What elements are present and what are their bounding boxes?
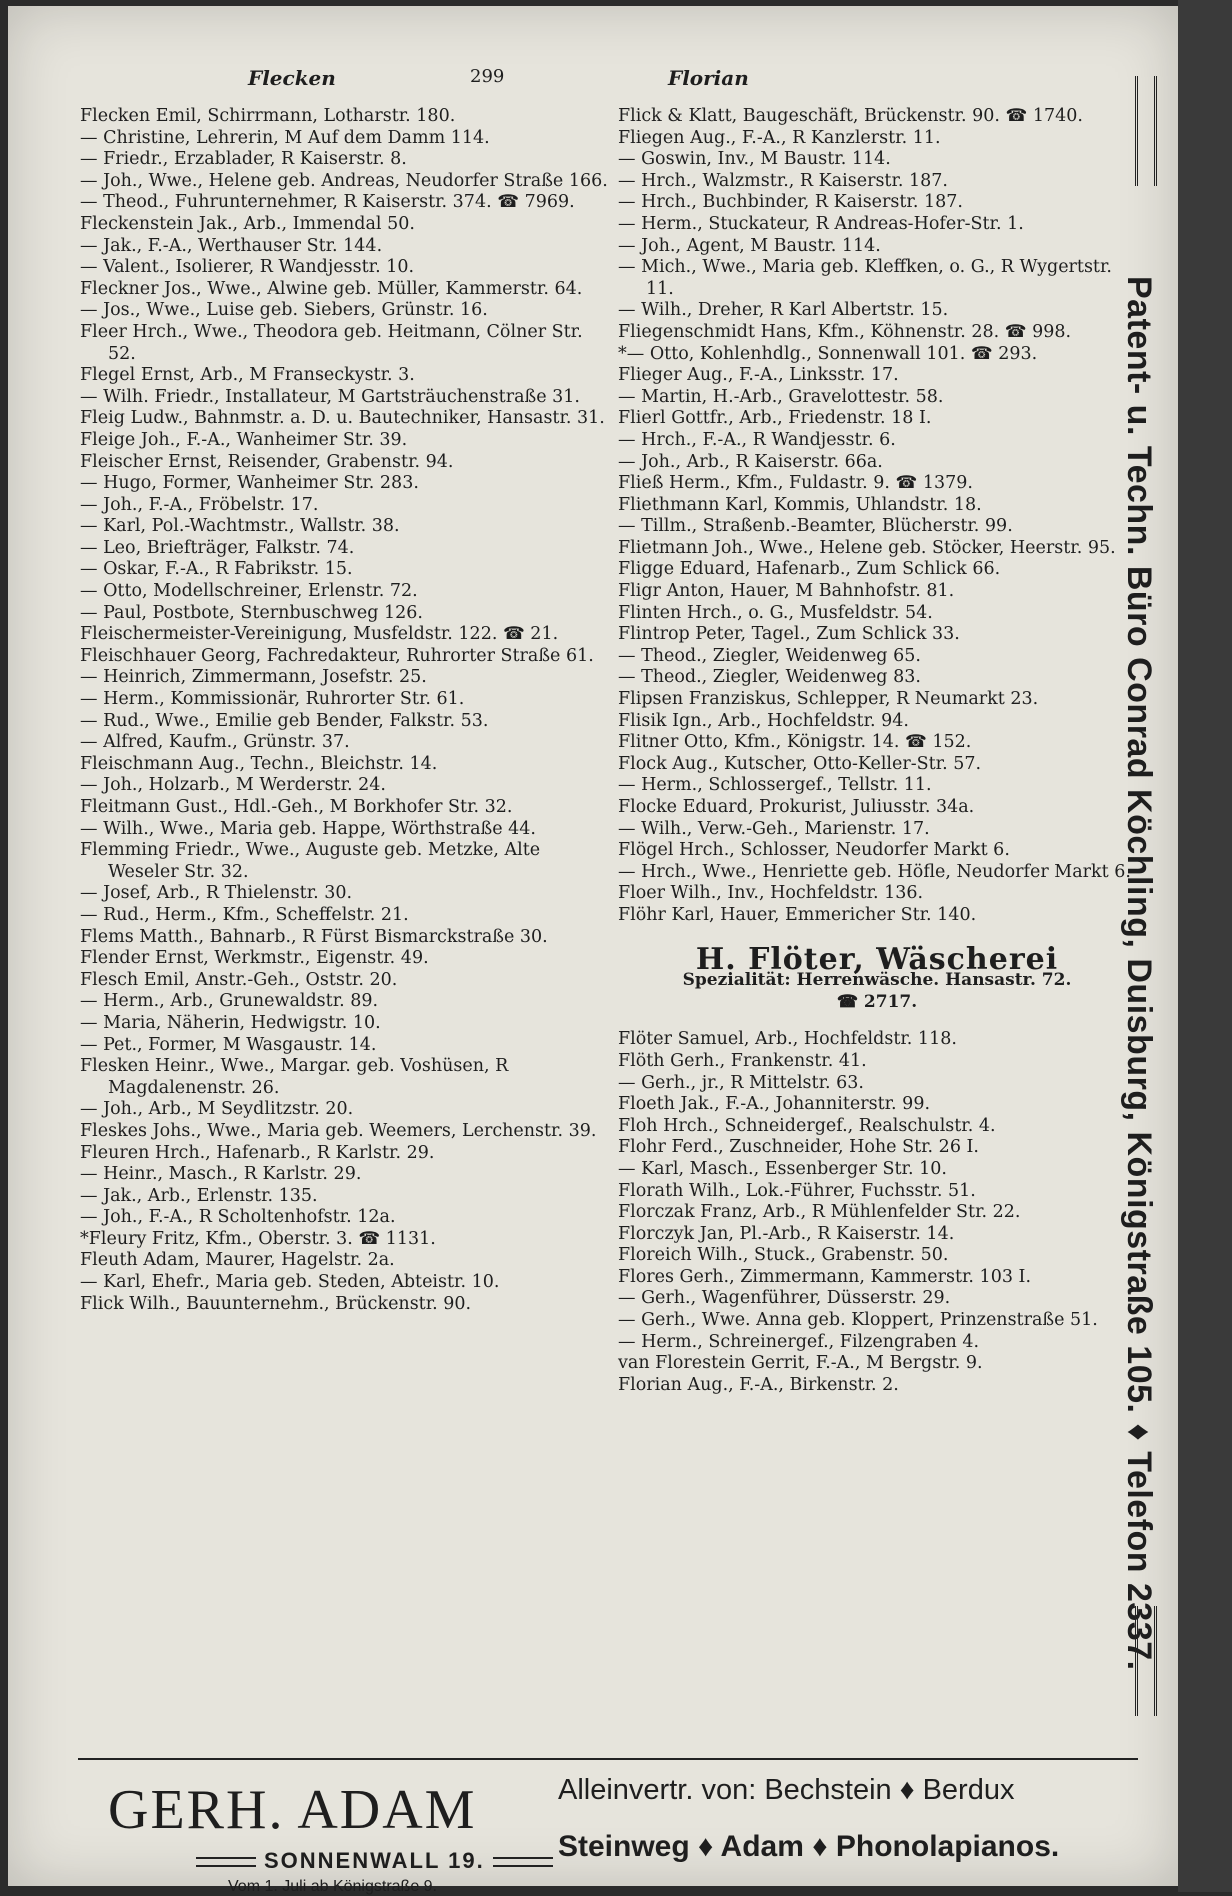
directory-entry: Flöth Gerh., Frankenstr. 41. [618, 1050, 867, 1071]
floeter-ad-name: H. Flöter, Wäscherei [695, 941, 1059, 977]
directory-entry: Fleckenstein Jak., Arb., Immendal 50. [80, 213, 415, 234]
directory-entry: Florczak Franz, Arb., R Mühlenfelder Str. 22. [618, 1202, 1021, 1223]
directory-entry: Fligge Eduard, Hafenarb., Zum Schlick 66. [618, 559, 1001, 580]
directory-entry: Fleig Ludw., Bahnmstr. a. D. u. Bautechniker, Hansastr. 31. [80, 408, 605, 429]
directory-entry: Flecken Emil, Schirrmann, Lotharstr. 180. [80, 106, 456, 126]
directory-entry: Flietmann Joh., Wwe., Helene geb. Stöcker, Heerstr. 95. [618, 537, 1116, 558]
directory-entry: Fleckner Jos., Wwe., Alwine geb. Müller, Kammerstr. 64. [80, 278, 583, 299]
directory-page [8, 6, 1178, 1895]
side-rule-top [1135, 76, 1157, 186]
directory-entry: Fliegen Aug., F.-A., R Kanzlerstr. 11. [618, 127, 941, 148]
directory-entry: — Josef, Arb., R Thielenstr. 30. [80, 883, 353, 904]
directory-entry: — Rud., Herm., Kfm., Scheffelstr. 21. [80, 904, 409, 925]
directory-entry: — Heinrich, Zimmermann, Josefstr. 25. [80, 667, 427, 688]
directory-entry: *Fleury Fritz, Kfm., Oberstr. 3. ☎ 1131. [80, 1228, 436, 1249]
directory-entry: Flesken Heinr., Wwe., Margar. geb. Voshüsen, R Magdalenenstr. 26. [80, 1056, 509, 1098]
directory-entry: — Joh., Agent, M Baustr. 114. [618, 235, 881, 256]
directory-entry: — Maria, Näherin, Hedwigstr. 10. [80, 1012, 381, 1033]
directory-entry: — Alfred, Kaufm., Grünstr. 37. [80, 732, 350, 753]
directory-entry: — Herm., Kommissionär, Ruhrorter Str. 61. [80, 689, 465, 710]
left-entries [80, 106, 610, 1315]
directory-entry: — Joh., F.-A., R Scholtenhofstr. 12a. [80, 1207, 396, 1228]
directory-entry: — Pet., Former, M Wasgaustr. 14. [80, 1034, 377, 1055]
directory-entry: Flierl Gottfr., Arb., Friedenstr. 18 I. [618, 408, 932, 429]
directory-entry: Fleuth Adam, Maurer, Hagelstr. 2a. [80, 1250, 395, 1271]
directory-entry: — Herm., Schreinergef., Filzengraben 4. [618, 1331, 980, 1352]
directory-entry: — Joh., Holzarb., M Werderstr. 24. [80, 775, 386, 796]
footer-ad [78, 1758, 1138, 1895]
directory-entry: Floeth Jak., F.-A., Johanniterstr. 99. [618, 1094, 931, 1115]
directory-entry: Fliethmann Karl, Kommis, Uhlandstr. 18. [618, 494, 982, 515]
directory-entry: Fleischmann Aug., Techn., Bleichstr. 14. [80, 753, 438, 774]
directory-entry: — Jak., Arb., Erlenstr. 135. [80, 1185, 318, 1206]
directory-entry: — Oskar, F.-A., R Fabrikstr. 15. [80, 559, 353, 580]
directory-entry: — Friedr., Erzablader, R Kaiserstr. 8. [80, 149, 407, 170]
directory-entry: — Karl, Masch., Essenberger Str. 10. [618, 1158, 947, 1179]
right-column [618, 106, 1136, 1396]
footer-rule [78, 1758, 1138, 1760]
directory-entry: Florath Wilh., Lok.-Führer, Fuchsstr. 51. [618, 1180, 976, 1201]
directory-entry: Flores Gerh., Zimmermann, Kammerstr. 103 I. [618, 1266, 1032, 1287]
directory-entry: *— Otto, Kohlenhdlg., Sonnenwall 101. ☎ 293. [618, 343, 1038, 364]
directory-entry: — Hrch., F.-A., R Wandjesstr. 6. [618, 429, 896, 450]
footer-dline-left [196, 1857, 256, 1867]
directory-entry: Flieger Aug., F.-A., Linksstr. 17. [618, 365, 899, 386]
directory-entry: Fleischermeister-Vereinigung, Musfeldstr. 122. ☎ 21. [80, 624, 559, 645]
left-column [80, 106, 610, 1315]
directory-entry: — Jos., Wwe., Luise geb. Siebers, Grünstr. 16. [80, 300, 488, 321]
side-banner-text: Patent- u. Techn. Büro Conrad Köchling, Duisburg, Königstraße 105. ♦ Telefon 2337. [1120, 276, 1158, 1671]
right-entries-bottom [618, 1029, 1136, 1396]
directory-entry: — Otto, Modellschreiner, Erlenstr. 72. [80, 581, 418, 602]
footer-line1: Alleinvertr. von: Bechstein ♦ Berdux [558, 1774, 1015, 1806]
floeter-ad [618, 941, 1136, 1014]
directory-entry: — Jak., F.-A., Werthauser Str. 144. [80, 235, 383, 256]
directory-entry: Florian Aug., F.-A., Birkenstr. 2. [618, 1374, 899, 1395]
floeter-ad-phone: ☎ 2717. [836, 991, 918, 1012]
directory-entry: Fligr Anton, Hauer, M Bahnhofstr. 81. [618, 581, 955, 602]
directory-entry: Fleischer Ernst, Reisender, Grabenstr. 94. [80, 451, 454, 472]
footer-note: Vom 1. Juli ab Königstraße 9. [228, 1878, 437, 1895]
directory-entry: — Herm., Stuckateur, R Andreas-Hofer-Str. 1. [618, 213, 1024, 234]
directory-entry: Flick & Klatt, Baugeschäft, Brückenstr. 90. ☎ 1740. [618, 106, 1083, 126]
directory-entry: — Christine, Lehrerin, M Auf dem Damm 114. [80, 127, 490, 148]
directory-entry: — Wilh., Wwe., Maria geb. Happe, Wörthstraße 44. [80, 818, 536, 839]
page-number: 299 [470, 66, 505, 87]
footer-dline-right [493, 1857, 553, 1867]
footer-address: SONNENWALL 19. [264, 1848, 485, 1873]
directory-entry: — Hugo, Former, Wanheimer Str. 283. [80, 473, 419, 494]
directory-entry: — Goswin, Inv., M Baustr. 114. [618, 149, 891, 170]
directory-entry: — Herm., Schlossergef., Tellstr. 11. [618, 775, 932, 796]
directory-entry: Florczyk Jan, Pl.-Arb., R Kaiserstr. 14. [618, 1223, 955, 1244]
directory-entry: — Mich., Wwe., Maria geb. Kleffken, o. G., R Wygertstr. 11. [618, 257, 1112, 299]
directory-entry: — Valent., Isolierer, R Wandjesstr. 10. [80, 257, 415, 278]
directory-entry: Flocke Eduard, Prokurist, Juliusstr. 34a. [618, 797, 975, 817]
directory-entry: Fließ Herm., Kfm., Fuldastr. 9. ☎ 1379. [618, 473, 973, 494]
directory-entry: van Florestein Gerrit, F.-A., M Bergstr. 9. [618, 1353, 983, 1374]
directory-entry: — Joh., Arb., M Seydlitzstr. 20. [80, 1099, 354, 1120]
directory-entry: Flohr Ferd., Zuschneider, Hohe Str. 26 I. [618, 1137, 979, 1158]
directory-entry: Floh Hrch., Schneidergef., Realschulstr. 4. [618, 1115, 996, 1136]
directory-entry: Fleige Joh., F.-A., Wanheimer Str. 39. [80, 429, 408, 450]
side-banner-text-wrap [1113, 276, 1173, 1676]
side-banner [1113, 76, 1173, 1716]
directory-entry: — Theod., Fuhrunternehmer, R Kaiserstr. 374. ☎ 7969. [80, 192, 575, 213]
scan-edge [1178, 0, 1232, 1892]
directory-entry: — Karl, Ehefr., Maria geb. Steden, Abteistr. 10. [80, 1272, 500, 1293]
directory-entry: — Joh., F.-A., Fröbelstr. 17. [80, 494, 319, 515]
side-rule-bottom [1135, 1606, 1157, 1716]
directory-entry: Flitner Otto, Kfm., Königstr. 14. ☎ 152. [618, 732, 972, 753]
directory-entry: — Joh., Wwe., Helene geb. Andreas, Neudorfer Straße 166. [80, 170, 608, 191]
directory-entry: — Tillm., Straßenb.-Beamter, Blücherstr. 99. [618, 516, 1013, 537]
directory-entry: Flick Wilh., Bauunternehm., Brückenstr. 90. [80, 1293, 472, 1314]
directory-entry: — Wilh., Dreher, R Karl Albertstr. 15. [618, 300, 949, 321]
directory-entry: Floer Wilh., Inv., Hochfeldstr. 136. [618, 883, 924, 904]
directory-entry: Flöhr Karl, Hauer, Emmericher Str. 140. [618, 904, 977, 925]
directory-entry: — Karl, Pol.-Wachtmstr., Wallstr. 38. [80, 516, 400, 537]
directory-entry: — Herm., Arb., Grunewaldstr. 89. [80, 991, 379, 1012]
directory-entry: Fleuren Hrch., Hafenarb., R Karlstr. 29. [80, 1142, 435, 1163]
directory-entry: — Theod., Ziegler, Weidenweg 65. [618, 645, 921, 666]
directory-entry: — Theod., Ziegler, Weidenweg 83. [618, 667, 921, 688]
directory-entry: Flems Matth., Bahnarb., R Fürst Bismarckstraße 30. [80, 926, 548, 947]
directory-entry: Flegel Ernst, Arb., M Franseckystr. 3. [80, 365, 415, 386]
directory-entry: Fleer Hrch., Wwe., Theodora geb. Heitmann, Cölner Str. 52. [80, 321, 583, 364]
directory-entry: Flesch Emil, Anstr.-Geh., Oststr. 20. [80, 969, 398, 990]
directory-entry: — Heinr., Masch., R Karlstr. 29. [80, 1164, 362, 1185]
directory-entry: — Hrch., Walzmstr., R Kaiserstr. 187. [618, 170, 948, 191]
directory-entry: Fleskes Johs., Wwe., Maria geb. Weemers, Lerchenstr. 39. [80, 1120, 597, 1141]
directory-entry: — Leo, Briefträger, Falkstr. 74. [80, 537, 355, 558]
header-left: Flecken [248, 66, 336, 90]
directory-entry: — Gerh., jr., R Mittelstr. 63. [618, 1072, 864, 1093]
directory-entry: Fleischhauer Georg, Fachredakteur, Ruhrorter Straße 61. [80, 645, 594, 666]
header-right: Florian [668, 66, 749, 90]
directory-entry: — Gerh., Wwe. Anna geb. Kloppert, Prinzenstraße 51. [618, 1310, 1098, 1331]
directory-entry: — Hrch., Buchbinder, R Kaiserstr. 187. [618, 192, 963, 213]
floeter-ad-line: Spezialität: Herrenwäsche. Hansastr. 72. [682, 970, 1072, 991]
directory-entry: Floreich Wilh., Stuck., Grabenstr. 50. [618, 1245, 949, 1266]
footer-brand: GERH. ADAM [108, 1779, 477, 1841]
directory-entry: Fleitmann Gust., Hdl.-Geh., M Borkhofer Str. 32. [80, 797, 513, 817]
directory-entry: Flipsen Franziskus, Schlepper, R Neumarkt 23. [618, 689, 1039, 710]
directory-entry: — Rud., Wwe., Emilie geb Bender, Falkstr. 53. [80, 710, 489, 731]
directory-entry: — Paul, Postbote, Sternbuschweg 126. [80, 602, 423, 623]
footer-line2: Steinweg ♦ Adam ♦ Phonolapianos. [558, 1830, 1060, 1863]
directory-entry: — Wilh., Verw.-Geh., Marienstr. 17. [618, 818, 930, 839]
directory-entry: — Wilh. Friedr., Installateur, M Gartsträuchenstraße 31. [80, 386, 580, 407]
directory-entry: Flögel Hrch., Schlosser, Neudorfer Markt 6. [618, 840, 1010, 861]
directory-entry: Flock Aug., Kutscher, Otto-Keller-Str. 57. [618, 753, 982, 774]
right-entries-top [618, 106, 1136, 927]
directory-entry: Flender Ernst, Werkmstr., Eigenstr. 49. [80, 948, 429, 969]
footer-address-row [188, 1848, 561, 1874]
directory-entry: Flinten Hrch., o. G., Musfeldstr. 54. [618, 602, 933, 623]
directory-entry: Flöter Samuel, Arb., Hochfeldstr. 118. [618, 1029, 957, 1050]
directory-entry: Fliegenschmidt Hans, Kfm., Köhnenstr. 28. ☎ 998. [618, 321, 1072, 342]
directory-entry: Flemming Friedr., Wwe., Auguste geb. Metzke, Alte Weseler Str. 32. [80, 840, 541, 882]
directory-entry: — Joh., Arb., R Kaiserstr. 66a. [618, 451, 883, 472]
directory-entry: — Gerh., Wagenführer, Düsserstr. 29. [618, 1288, 951, 1309]
directory-entry: Flisik Ign., Arb., Hochfeldstr. 94. [618, 710, 909, 731]
directory-entry: — Hrch., Wwe., Henriette geb. Höfle, Neudorfer Markt 6. [618, 861, 1131, 882]
directory-entry: Flintrop Peter, Tagel., Zum Schlick 33. [618, 624, 960, 645]
directory-entry: — Martin, H.-Arb., Gravelottestr. 58. [618, 386, 944, 407]
